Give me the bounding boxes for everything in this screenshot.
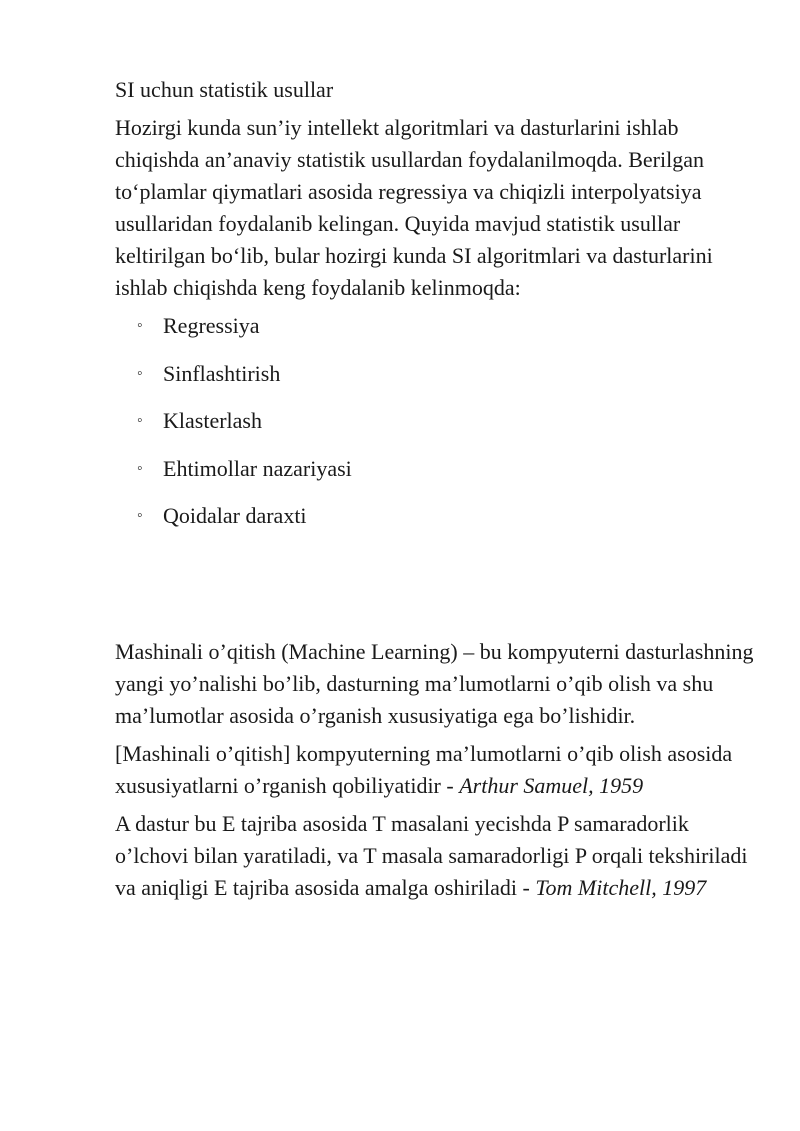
list-item-label: Regressiya bbox=[163, 313, 260, 338]
list-item bbox=[115, 500, 755, 532]
list-item-label: Qoidalar daraxti bbox=[163, 503, 307, 528]
list-item-label: Sinflashtirish bbox=[163, 360, 281, 386]
mitchell-quote-paragraph bbox=[115, 808, 755, 904]
ml-definition-paragraph: Mashinali o’qitish (Machine Learning) – bu kompyuterni dasturlashning yangi yo’nalishi bo’lib, dasturning ma’lumotlarni o’qib olish va shu ma’lumotlar asosida o’rganish xususiyatiga ega bo’lishidir. bbox=[115, 638, 754, 728]
bullet-icon: ◦ bbox=[137, 317, 143, 334]
methods-list bbox=[115, 310, 755, 532]
list-item bbox=[115, 405, 755, 437]
list-item bbox=[115, 453, 755, 485]
quote-text: A dastur bu E tajriba asosida T masalani yecishda P samaradorlik o’lchovi bilan yaratiladi, va T masala samaradorligi P orqali tekshiriladi va aniqligi E tajriba asosida amalga oshiriladi - bbox=[115, 810, 748, 900]
document-page bbox=[115, 74, 755, 910]
bullet-icon: ◦ bbox=[137, 507, 143, 524]
list-item-label: Ehtimollar nazariyasi bbox=[163, 455, 352, 481]
quote-author: Arthur Samuel, 1959 bbox=[459, 772, 644, 798]
samuel-quote-paragraph bbox=[115, 738, 755, 802]
intro-paragraph: Hozirgi kunda sun’iy intellekt algoritmlari va dasturlarini ishlab chiqishda an’anaviy statistik usullardan foydalanilmoqda. Berilgan to‘plamlar qiymatlari asosida regressiya va chiqizli interpolyatsiya usullaridan foydalanib kelingan. Quyida mavjud statistik usullar keltirilgan bo‘lib, bular hozirgi kunda SI algoritmlari va dasturlarini ishlab chiqishda keng foydalanib kelinmoqda: bbox=[115, 115, 713, 300]
bullet-icon: ◦ bbox=[137, 412, 143, 429]
bullet-icon: ◦ bbox=[137, 459, 143, 477]
blank-space bbox=[115, 548, 755, 636]
bullet-icon: ◦ bbox=[137, 364, 143, 382]
list-item-label: Klasterlash bbox=[163, 408, 262, 433]
list-item bbox=[115, 310, 755, 342]
quote-author: Tom Mitchell, 1997 bbox=[535, 874, 707, 900]
quote-text: [Mashinali o’qitish] kompyuterning ma’lumotlarni o’qib olish asosida xususiyatlarni o’rganish qobiliyatidir - bbox=[115, 740, 733, 798]
list-item bbox=[115, 358, 755, 390]
section-title: SI uchun statistik usullar bbox=[115, 77, 334, 102]
